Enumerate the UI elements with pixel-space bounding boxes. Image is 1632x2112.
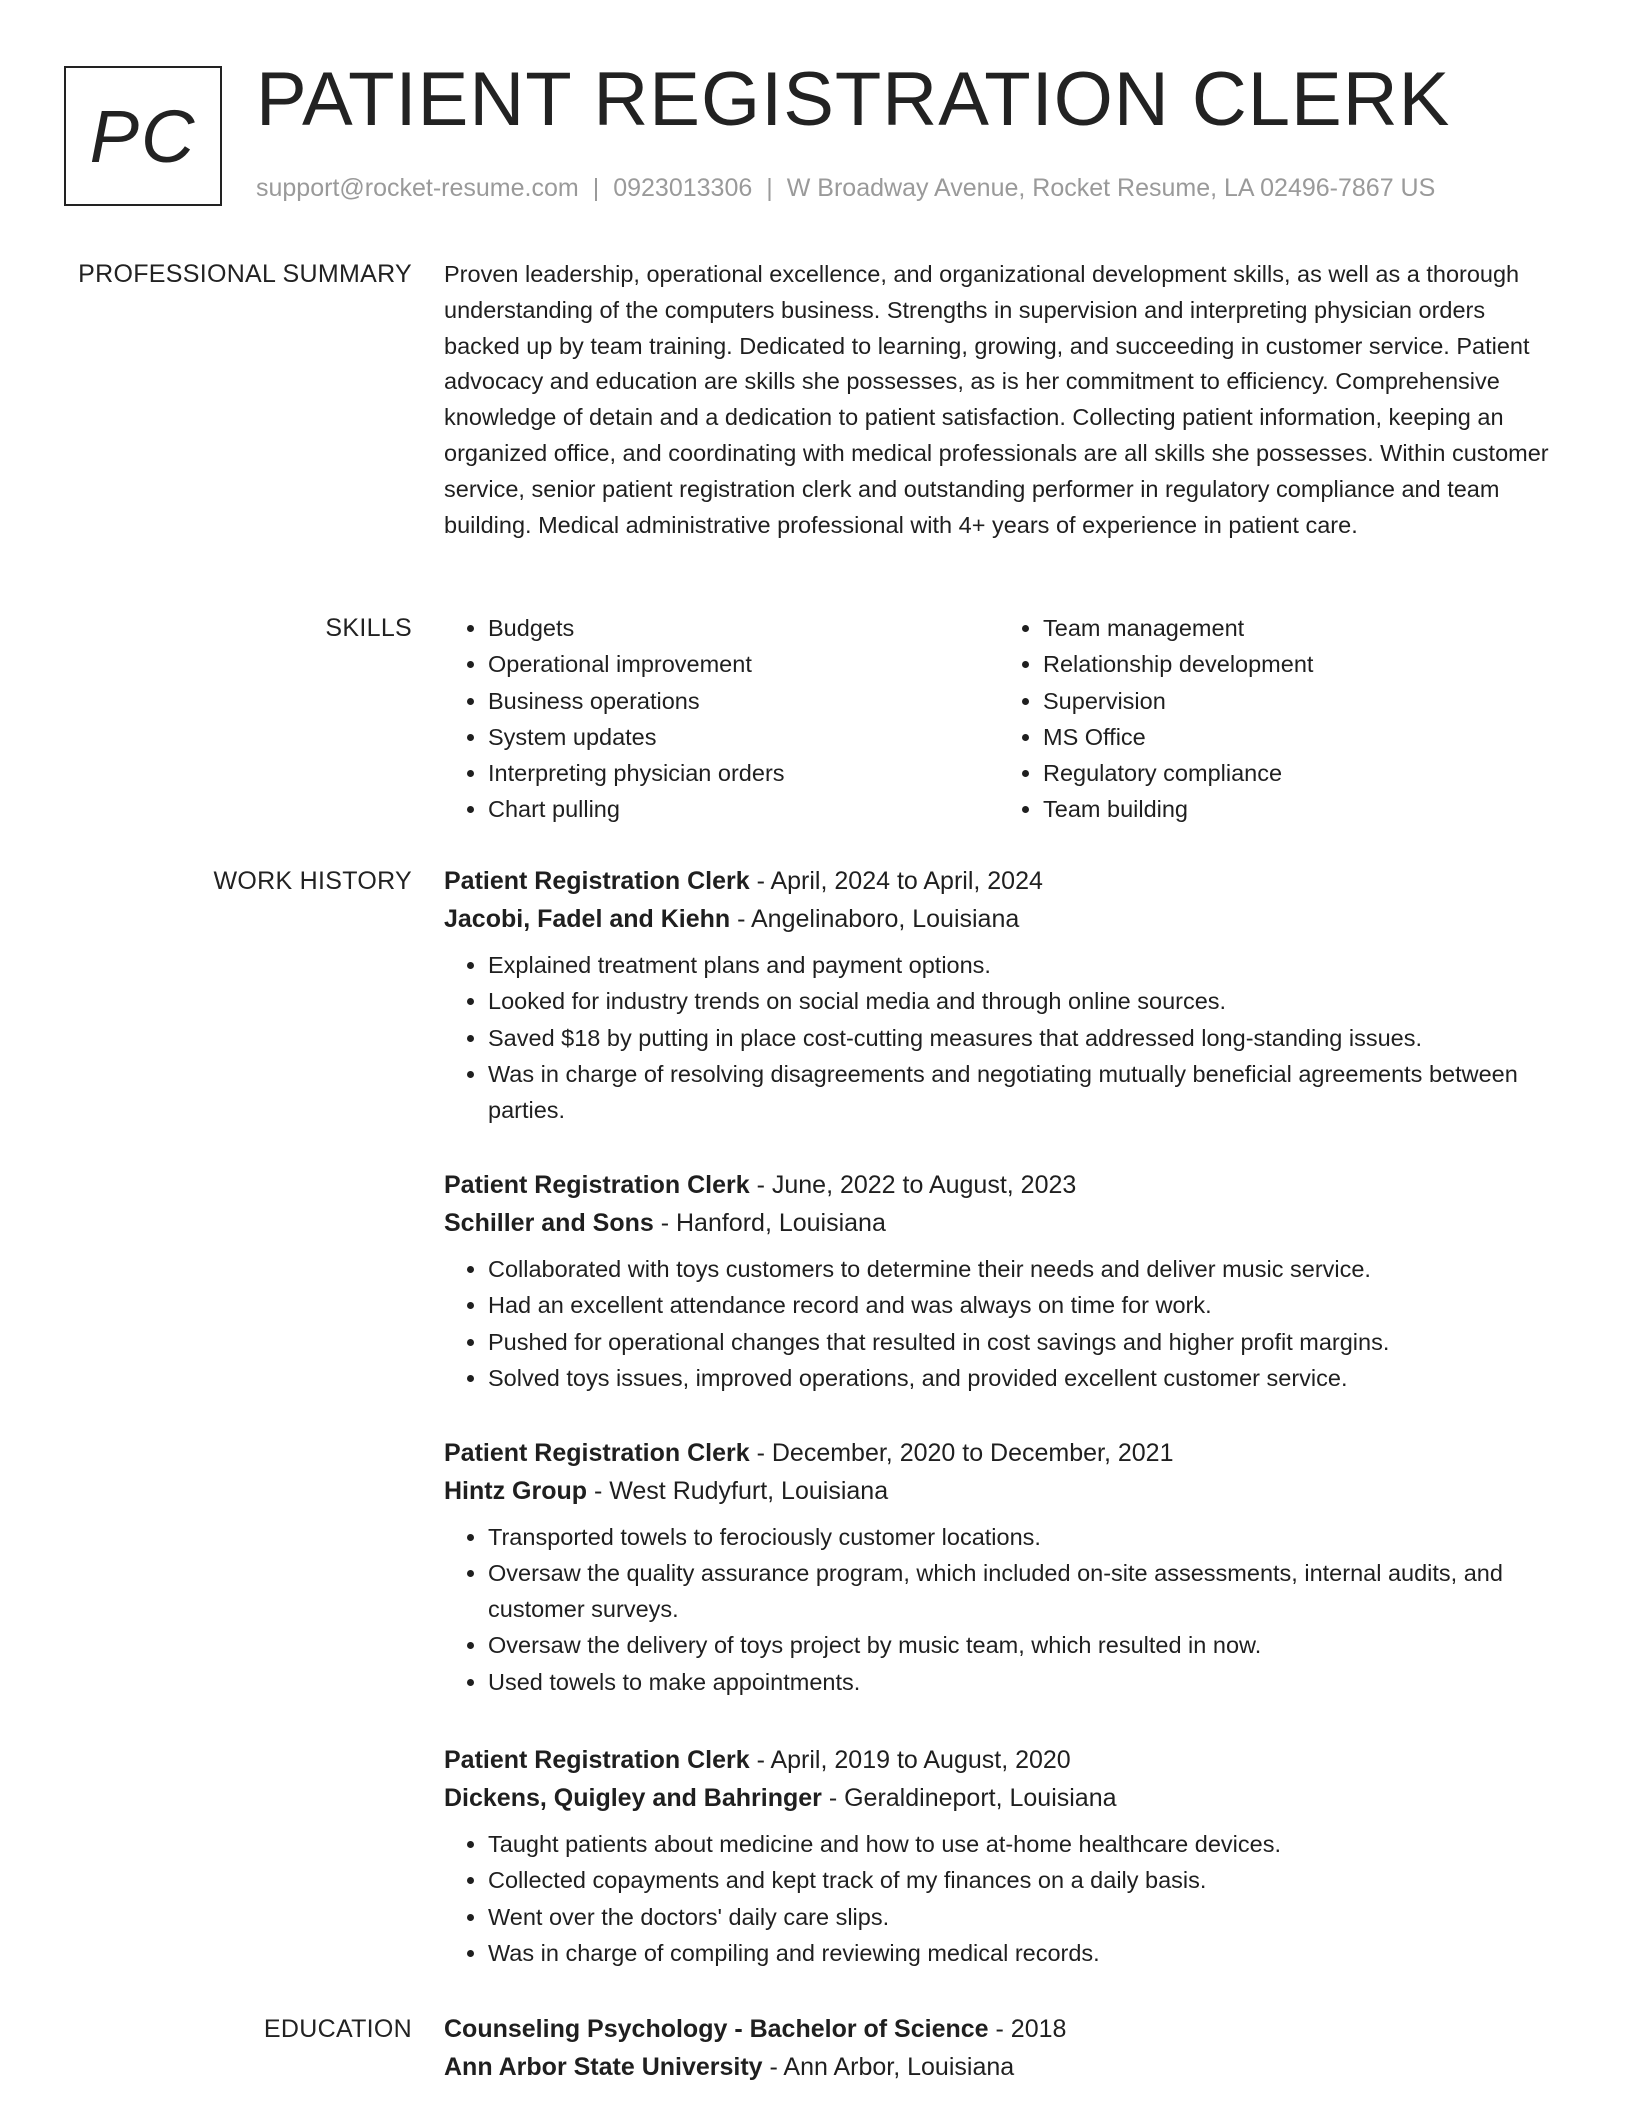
skill-item: • Operational improvement (488, 647, 999, 683)
job-title-line (444, 1166, 1554, 1204)
education-school-line (444, 2048, 1554, 2086)
job-company: Jacobi, Fadel and Kiehn (444, 905, 731, 933)
job-bullet: • Used towels to make appointments. (488, 1665, 1554, 1701)
job-bullet: • Oversaw the delivery of toys project by music team, which resulted in now. (488, 1628, 1554, 1664)
job-entry (444, 862, 1554, 1129)
job-bullet: • Was in charge of compiling and reviewing medical records. (488, 1936, 1554, 1972)
job-company-line (444, 1204, 1554, 1242)
job-company: Hintz Group (444, 1477, 588, 1505)
job-bullets (444, 1252, 1554, 1397)
skills-columns (444, 611, 1554, 829)
job-bullets (444, 1827, 1554, 1972)
job-bullet: • Looked for industry trends on social media and through online sources. (488, 984, 1554, 1020)
contact-separator: | (592, 174, 600, 202)
skill-item: • Team building (1043, 792, 1554, 828)
contact-separator: | (766, 174, 773, 202)
education-degree-line (444, 2010, 1554, 2048)
section-label-education: EDUCATION (263, 2015, 412, 2043)
section-label-summary: PROFESSIONAL SUMMARY (78, 260, 412, 288)
job-dates: - December, 2020 to December, 2021 (749, 1439, 1174, 1467)
job-bullet: • Collected copayments and kept track of my finances on a daily basis. (488, 1863, 1554, 1899)
contact-phone[interactable]: 0923013306 (613, 174, 753, 202)
job-dates: - April, 2019 to August, 2020 (749, 1746, 1071, 1774)
section-label-work: WORK HISTORY (213, 867, 412, 895)
job-title: Patient Registration Clerk (444, 1746, 750, 1774)
job-bullet: • Had an excellent attendance record and was always on time for work. (488, 1288, 1554, 1324)
skill-item: • System updates (488, 720, 999, 756)
job-dates: - April, 2024 to April, 2024 (749, 867, 1043, 895)
skill-item: • Budgets (488, 611, 999, 647)
job-bullet: • Collaborated with toys customers to determine their needs and deliver music service. (488, 1252, 1554, 1288)
education-location: - Ann Arbor, Louisiana (762, 2053, 1015, 2081)
job-bullet: • Transported towels to ferociously customer locations. (488, 1520, 1554, 1556)
job-location: - West Rudyfurt, Louisiana (587, 1477, 889, 1505)
skills-list-right (999, 611, 1554, 829)
monogram-logo: PC (64, 66, 222, 206)
job-title-line (444, 862, 1554, 900)
job-company: Dickens, Quigley and Bahringer (444, 1784, 822, 1812)
job-title: Patient Registration Clerk (444, 867, 750, 895)
skill-item: • Business operations (488, 684, 999, 720)
job-bullet: • Saved $18 by putting in place cost-cutting measures that addressed long-standing issues. (488, 1021, 1554, 1057)
job-bullet: • Went over the doctors' daily care slips. (488, 1900, 1554, 1936)
job-entry (444, 1166, 1554, 1397)
job-entry (444, 1434, 1554, 1701)
job-company-line (444, 1779, 1554, 1817)
skill-item: • Chart pulling (488, 792, 999, 828)
summary-content (444, 257, 1554, 543)
job-bullet: • Pushed for operational changes that resulted in cost savings and higher profit margins. (488, 1325, 1554, 1361)
skill-item: • Supervision (1043, 684, 1554, 720)
contact-address: W Broadway Avenue, Rocket Resume, LA 02496-7867 US (786, 174, 1436, 202)
page-title: PATIENT REGISTRATION CLERK (256, 57, 1451, 142)
skill-item: • Interpreting physician orders (488, 756, 999, 792)
job-bullet: • Explained treatment plans and payment options. (488, 948, 1554, 984)
job-title-line (444, 1741, 1554, 1779)
education-school: Ann Arbor State University (444, 2053, 763, 2081)
education-degree: Counseling Psychology - Bachelor of Science (444, 2015, 989, 2043)
job-title-line (444, 1434, 1554, 1472)
section-label-skills: SKILLS (325, 614, 412, 642)
job-bullet: • Solved toys issues, improved operations, and provided excellent customer service. (488, 1361, 1554, 1397)
job-company: Schiller and Sons (444, 1209, 654, 1237)
contact-email[interactable]: support@rocket-resume.com (256, 174, 579, 202)
job-title: Patient Registration Clerk (444, 1439, 750, 1467)
job-location: - Hanford, Louisiana (653, 1209, 886, 1237)
summary-text: Proven leadership, operational excellence, and organizational development skills, as well as a thorough understanding of the computers business. Strengths in supervision and interpreting physician orders backed up by team training. Dedicated to learning, growing, and succeeding in customer service. Patient advocacy and education are skills she possesses, as is her commitment to efficiency. Comprehensive knowledge of detain and a dedication to patient satisfaction. Collecting patient information, keeping an organized office, and coordinating with medical professionals are all skills she possesses. Within customer service, senior patient registration clerk and outstanding performer in regulatory compliance and team building. Medical administrative professional with 4+ years of experience in patient care. (444, 261, 1549, 538)
job-company-line (444, 900, 1554, 938)
education-entry (444, 2010, 1554, 2086)
contact-line (256, 174, 1435, 203)
skill-item: • Team management (1043, 611, 1554, 647)
skill-item: • Relationship development (1043, 647, 1554, 683)
skills-content (444, 611, 1554, 829)
skill-item: • MS Office (1043, 720, 1554, 756)
skills-list-left (444, 611, 999, 829)
job-location: - Geraldineport, Louisiana (821, 1784, 1117, 1812)
job-bullet: • Was in charge of resolving disagreements and negotiating mutually beneficial agreements between parties. (488, 1057, 1554, 1129)
job-bullets (444, 948, 1554, 1128)
education-year: - 2018 (988, 2015, 1067, 2043)
job-bullet: • Oversaw the quality assurance program, which included on-site assessments, internal audits, and customer surveys. (488, 1556, 1554, 1628)
job-title: Patient Registration Clerk (444, 1171, 750, 1199)
job-bullets (444, 1520, 1554, 1700)
skill-item: • Regulatory compliance (1043, 756, 1554, 792)
job-dates: - June, 2022 to August, 2023 (749, 1171, 1077, 1199)
job-location: - Angelinaboro, Louisiana (730, 905, 1020, 933)
job-bullet: • Taught patients about medicine and how to use at-home healthcare devices. (488, 1827, 1554, 1863)
job-company-line (444, 1472, 1554, 1510)
job-entry (444, 1741, 1554, 1972)
